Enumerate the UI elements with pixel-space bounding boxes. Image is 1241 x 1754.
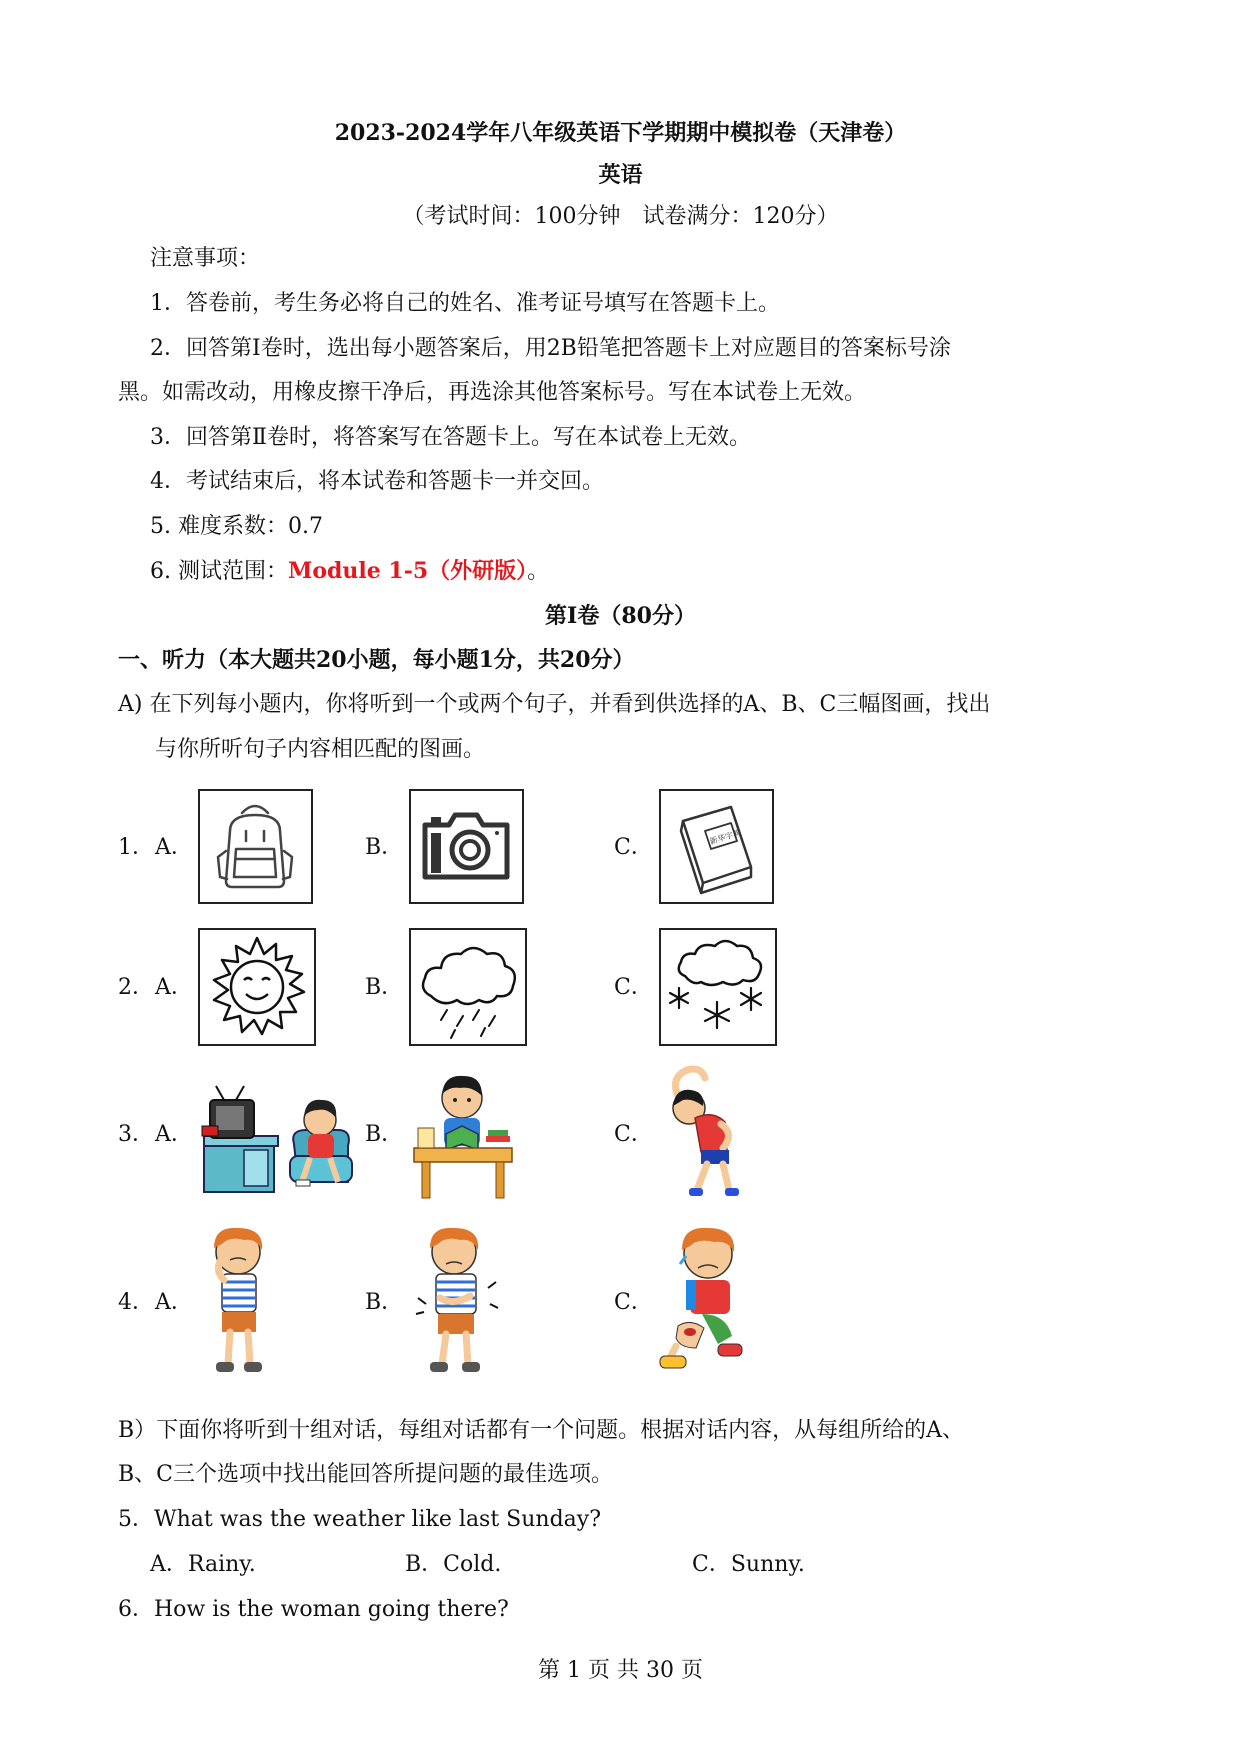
- note-item: 3．回答第Ⅱ卷时，将答案写在答题卡上。写在本试卷上无效。: [150, 425, 751, 450]
- question-5-option-c: C．Sunny.: [692, 1552, 805, 1577]
- watching-tv-illustration: [198, 1070, 356, 1200]
- dictionary-label: 新华字典: [708, 828, 742, 847]
- note-item: 4．考试结束后，将本试卷和答题卡一并交回。: [150, 469, 604, 494]
- option-label: B．: [365, 1290, 404, 1315]
- note-scope: [150, 556, 549, 587]
- question-5: 5．What was the weather like last Sunday?: [118, 1507, 602, 1532]
- option-label: B．: [365, 975, 404, 1000]
- notes-heading: 注意事项：: [150, 246, 261, 271]
- exam-info: （考试时间：100分钟 试卷满分：120分）: [402, 204, 839, 229]
- snow-cloud-icon: [659, 928, 777, 1046]
- hurt-knee-boy-illustration: [656, 1218, 756, 1378]
- option-label: B．: [365, 835, 404, 860]
- option-label: A．: [155, 1122, 193, 1147]
- question-number: 3．: [118, 1122, 154, 1147]
- note-item: 1．答卷前，考生务必将自己的姓名、准考证号填写在答题卡上。: [150, 291, 780, 316]
- section-title: 第Ⅰ卷（80分）: [545, 603, 696, 629]
- partA-instruction: A) 在下列每小题内，你将听到一个或两个句子，并看到供选择的A、B、C三幅图画，找出: [118, 692, 991, 717]
- option-label: C．: [614, 835, 653, 860]
- exam-subject: 英语: [598, 162, 643, 188]
- question-5-option-a: A．Rainy.: [150, 1552, 256, 1577]
- camera-icon: [409, 789, 524, 904]
- scope-prefix: 6. 测试范围：: [150, 559, 288, 584]
- stomachache-boy-illustration: [408, 1218, 504, 1378]
- partB-instruction: B）下面你将听到十组对话，每组对话都有一个问题。根据对话内容，从每组所给的A、: [118, 1418, 965, 1443]
- dictionary-icon: [659, 789, 774, 904]
- option-label: C．: [614, 975, 653, 1000]
- scope-highlight: Module 1-5（外研版）: [287, 558, 528, 584]
- toothache-boy-illustration: [200, 1218, 276, 1378]
- option-label: A．: [155, 1290, 193, 1315]
- scope-suffix: 。: [527, 559, 550, 584]
- option-label: A．: [155, 835, 193, 860]
- note-item: 2．回答第Ⅰ卷时，选出每小题答案后，用2B铅笔把答题卡上对应题目的答案标号涂: [150, 336, 951, 361]
- question-5-option-b: B．Cold.: [405, 1552, 502, 1577]
- page-footer: 第 1 页 共 30 页: [538, 1658, 703, 1683]
- part-title: 一、听力（本大题共20小题，每小题1分，共20分）: [118, 647, 635, 673]
- question-number: 4．: [118, 1290, 154, 1315]
- question-number: 2．: [118, 975, 154, 1000]
- exam-title: 2023-2024学年八年级英语下学期期中模拟卷（天津卷）: [334, 120, 907, 146]
- option-label: A．: [155, 975, 193, 1000]
- note-item: 5. 难度系数：0.7: [150, 514, 323, 539]
- note-item: 黑。如需改动，用橡皮擦干净后，再选涂其他答案标号。写在本试卷上无效。: [118, 380, 867, 405]
- backpack-icon: [198, 789, 313, 904]
- partB-instruction: B、C三个选项中找出能回答所提问题的最佳选项。: [118, 1462, 614, 1487]
- question-6: 6．How is the woman going there?: [118, 1597, 509, 1622]
- sun-icon: [198, 928, 316, 1046]
- rain-cloud-icon: [409, 928, 527, 1046]
- reading-books-illustration: [410, 1064, 516, 1202]
- exercising-illustration: [655, 1064, 755, 1204]
- option-label: C．: [614, 1122, 653, 1147]
- partA-instruction: 与你所听句子内容相匹配的图画。: [155, 737, 486, 762]
- option-label: B．: [365, 1122, 404, 1147]
- question-number: 1．: [118, 835, 154, 860]
- option-label: C．: [614, 1290, 653, 1315]
